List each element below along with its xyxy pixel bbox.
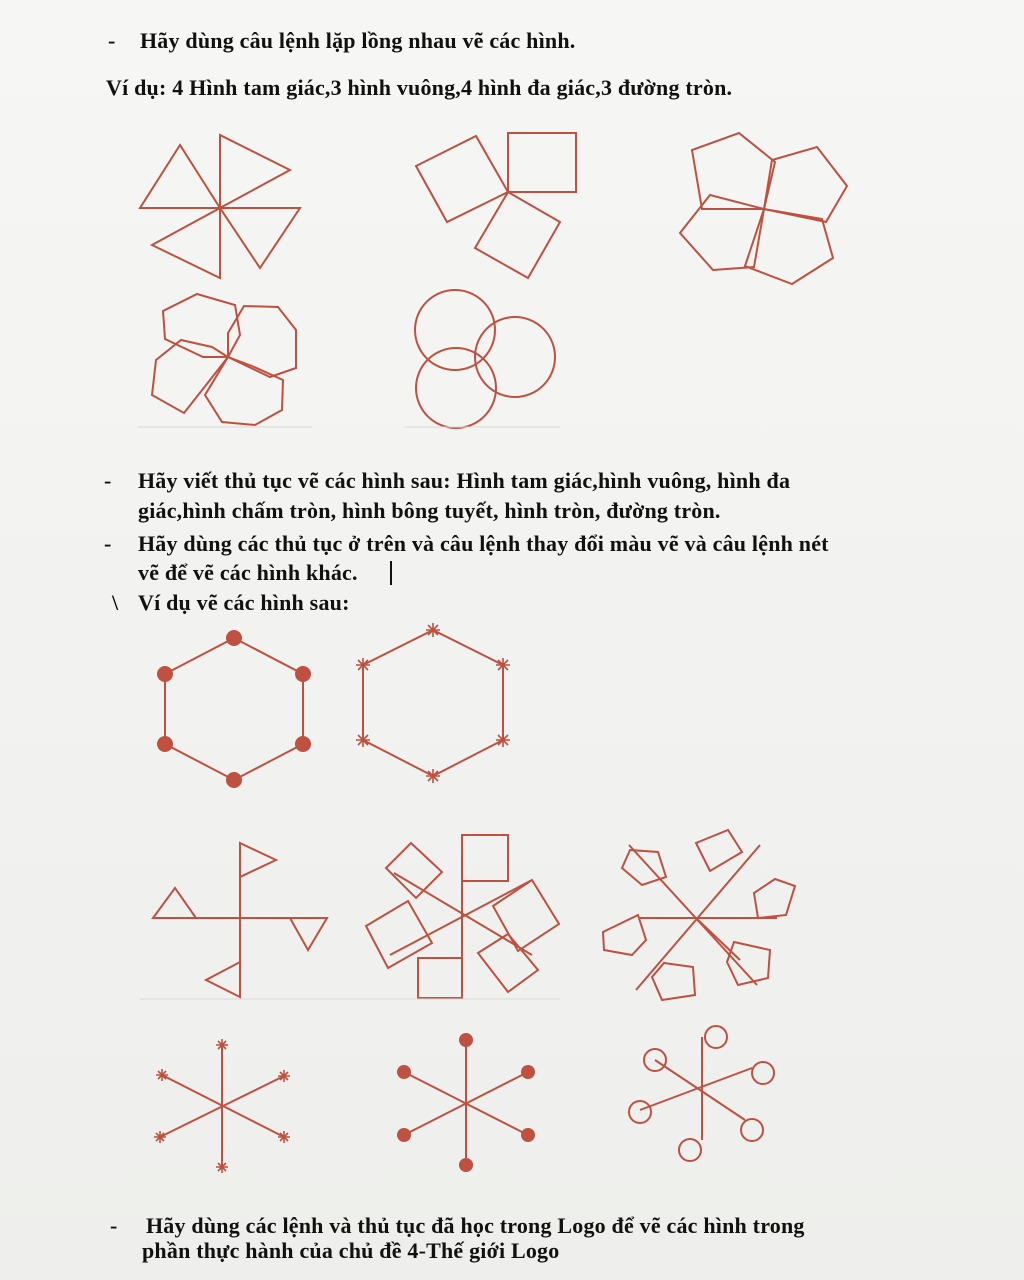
bullet: - bbox=[104, 468, 112, 493]
three-squares-figure bbox=[416, 133, 576, 278]
four-triangles-figure bbox=[140, 135, 300, 278]
example-text: Ví dụ vẽ các hình sau: bbox=[138, 590, 350, 615]
instruction-text: Hãy viết thủ tục vẽ các hình sau: Hình tam giác,hình vuông, hình đa bbox=[138, 468, 791, 493]
snowflake-with-stars-figure bbox=[160, 1045, 284, 1167]
hexagon-with-snowflakes-figure bbox=[363, 630, 503, 776]
bullet: \ bbox=[112, 590, 119, 615]
snowflake-with-dots-figure bbox=[404, 1040, 528, 1165]
bullet: - bbox=[108, 28, 116, 53]
instruction-text: Hãy dùng câu lệnh lặp lồng nhau vẽ các hình. bbox=[140, 28, 576, 53]
snowflake-markers bbox=[356, 623, 510, 783]
four-hexagons-figure bbox=[152, 294, 296, 425]
hexagon-with-dots-figure bbox=[165, 638, 303, 780]
instruction-text: giác,hình chấm tròn, hình bông tuyết, hình tròn, đường tròn. bbox=[138, 498, 721, 523]
instruction-text: vẽ để vẽ các hình khác. bbox=[138, 560, 358, 585]
dot-markers bbox=[157, 630, 311, 788]
asterisk-with-squares-figure bbox=[366, 835, 559, 998]
bullet: - bbox=[110, 1213, 118, 1238]
snowflake-with-circles-figure bbox=[629, 1026, 774, 1161]
cross-with-triangle-flags-figure bbox=[153, 843, 327, 997]
instruction-text: Hãy dùng các thủ tục ở trên và câu lệnh thay đổi màu vẽ và câu lệnh nét bbox=[138, 531, 829, 556]
instruction-text: phần thực hành của chủ đề 4-Thế giới Logo bbox=[142, 1238, 560, 1263]
three-circles-figure bbox=[415, 290, 555, 428]
example-text: Ví dụ: 4 Hình tam giác,3 hình vuông,4 hình đa giác,3 đường tròn. bbox=[106, 75, 733, 100]
four-pentagons-figure bbox=[680, 133, 847, 284]
bullet: - bbox=[104, 531, 112, 556]
instruction-text: Hãy dùng các lệnh và thủ tục đã học trong Logo để vẽ các hình trong bbox=[146, 1213, 805, 1238]
asterisk-with-pentagons-figure bbox=[603, 830, 795, 1000]
